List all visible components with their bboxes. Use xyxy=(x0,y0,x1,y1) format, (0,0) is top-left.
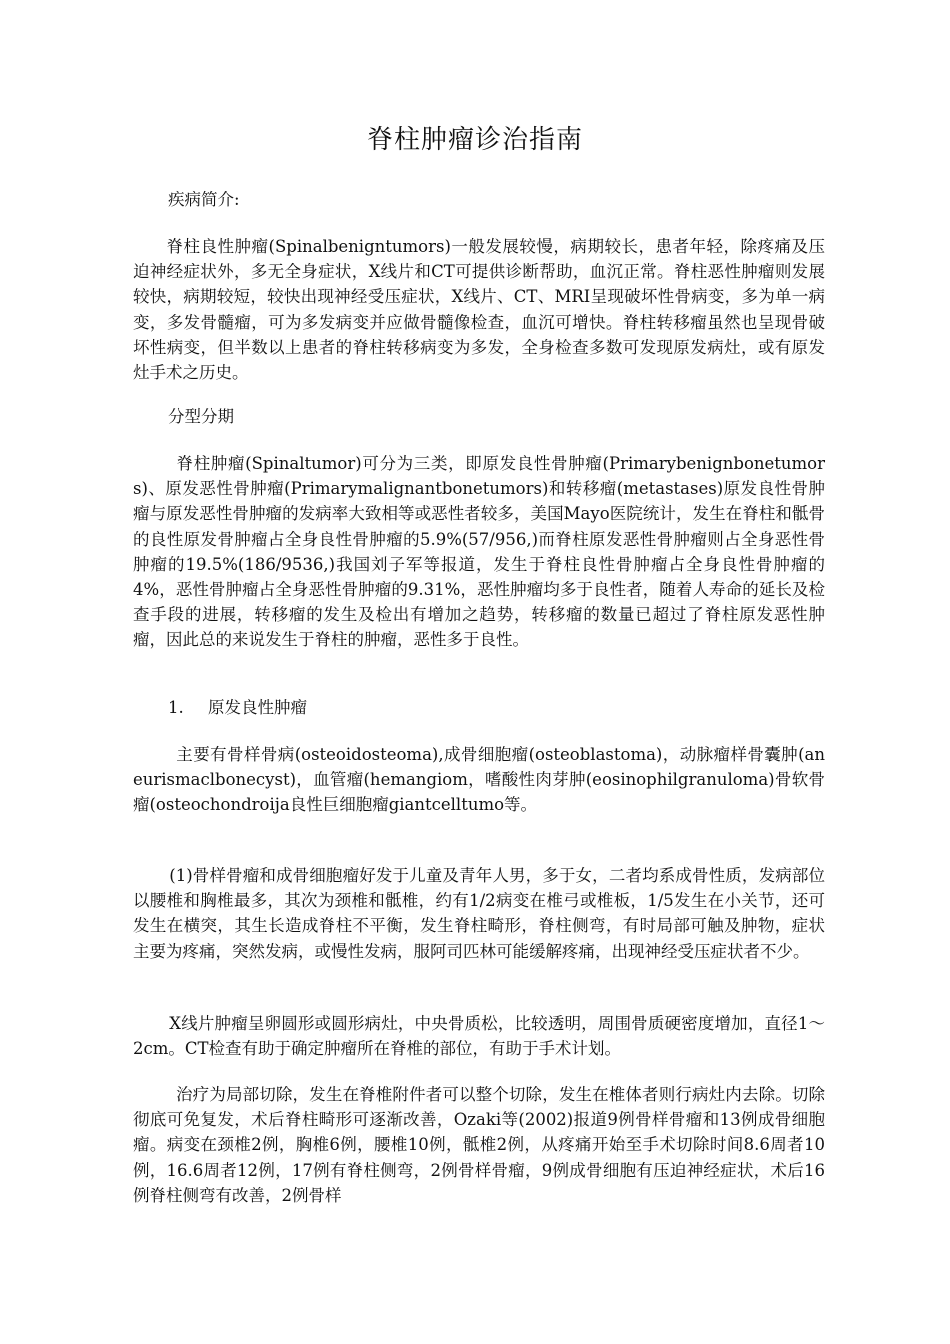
document-title: 脊柱肿瘤诊治指南 xyxy=(366,125,583,155)
osteoid-paragraph: (1)骨样骨瘤和成骨细胞瘤好发于儿童及青年人男，多于女，二者均系成骨性质，发病部位以腰椎和胸椎最多，其次为颈椎和骶椎，约有1/2病变在椎弓或椎板，1/5发生在小关节，还可发生在横突，其生长造成脊柱不平衡，发生脊柱畸形，脊柱侧弯，有时局部可触及肿物，症状主要为疼痛，突然发病，或慢性发病，服阿司匹林可能缓解疼痛，出现神经受压症状者不少。 xyxy=(133,866,825,961)
xray-paragraph: X线片肿瘤呈卵圆形或圆形病灶，中央骨质松，比较透明，周围骨质硬密度增加，直径1～2cm。CT检查有助于确定肿瘤所在脊椎的部位，有助于手术计划。 xyxy=(133,1014,825,1059)
section-title: 原发良性肿瘤 xyxy=(208,698,307,717)
benign-section-heading xyxy=(168,695,307,721)
benign-intro-paragraph: 主要有骨样骨病(osteoidosteoma),成骨细胞瘤(osteoblastoma)，动脉瘤样骨囊肿(aneurismaclbonecyst)，血管瘤(hemangiom，嗜酸性肉芽肿(eosinophilgranuloma)骨软骨瘤(osteochondroija良性巨细胞瘤giantcelltumo等。 xyxy=(133,745,825,815)
classification-paragraph: 脊柱肿瘤(Spinaltumor)可分为三类，即原发良性骨肿瘤(Primarybenignbonetumors)、原发恶性骨肿瘤(Primarymalignantbonetumors)和转移瘤(metastases)原发良性骨肿瘤与原发恶性骨肿瘤的发病率大致相等或恶性者较多，美国Mayo医院统计，发生在脊柱和骶骨的良性原发骨肿瘤占全身良性骨肿瘤的5.9%(57/956,)而脊柱原发恶性骨肿瘤则占全身恶性骨肿瘤的19.5%(186/9536,)我国刘子军等报道，发生于脊柱良性骨肿瘤占全身良性骨肿瘤的4%，恶性骨肿瘤占全身恶性骨肿瘤的9.31%，恶性肿瘤均多于良性者，随着人寿命的延长及检查手段的进展，转移瘤的发生及检出有增加之趋势，转移瘤的数量已超过了脊柱原发恶性肿瘤，因此总的来说发生于脊柱的肿瘤，恶性多于良性。 xyxy=(133,454,825,650)
intro-paragraph: 脊柱良性肿瘤(Spinalbenigntumors)一般发展较慢，病期较长，患者年轻，除疼痛及压迫神经症状外，多无全身症状，X线片和CT可提供诊断帮助，血沉正常。脊柱恶性肿瘤则发展较快，病期较短，较快出现神经受压症状，X线片、CT、MRI呈现破坏性骨病变，多为单一病变，多发骨髓瘤，可为多发病变并应做骨髓像检查，血沉可增快。脊柱转移瘤虽然也呈现骨破坏性病变，但半数以上患者的脊柱转移病变为多发，全身检查多数可发现原发病灶，或有原发灶手术之历史。 xyxy=(133,237,825,383)
intro-heading: 疾病简介: xyxy=(168,190,240,209)
classification-heading: 分型分期 xyxy=(168,407,234,426)
section-number: 1. xyxy=(168,698,184,717)
treatment-paragraph: 治疗为局部切除，发生在脊椎附件者可以整个切除，发生在椎体者则行病灶内去除。切除彻底可免复发，术后脊柱畸形可逐渐改善，Ozaki等(2002)报道9例骨样骨瘤和13例成骨细胞瘤。病变在颈椎2例，胸椎6例，腰椎10例，骶椎2例，从疼痛开始至手术切除时间8.6周者10例，16.6周者12例，17例有脊柱侧弯，2例骨样骨瘤，9例成骨细胞有压迫神经症状，术后16例脊柱侧弯有改善，2例骨样 xyxy=(133,1085,825,1205)
